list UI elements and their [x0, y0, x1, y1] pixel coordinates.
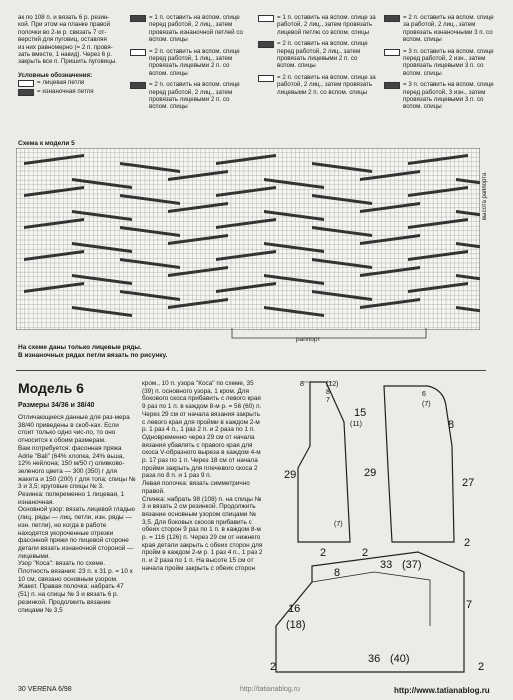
body-paragraph: кром., 10 п. узора "Коса" по схеме, 35 (39) п. основного узора, 1 кром. Для бокового скоса прибавить с левого края 9 раз по 1 п. в каждом 8-м р. = 56 (60) п. Через 29 см от начала вязания закрыть с левого края для пройми в каждом 2-м р. 1 раз 4 п., 1 раз 2 п. и 2 раза по 1 п. Одновременно через 29 см от начала вязания убавлять с правого края для скоса V-образного выреза в каждом 4-м р. 17 раз по 1 п. Через 18 см от начала пройми закрыть для плечевого скоса 2 раза по 8 п. и 1 раз 9 п.	[142, 380, 262, 480]
legend-list	[18, 79, 122, 96]
legend-title: Условные обозначения:	[18, 71, 93, 79]
dim-label: 8	[334, 567, 341, 579]
dim-label: 7	[326, 397, 330, 404]
body-paragraph: Узор "Коса": вязать по схеме.	[18, 560, 106, 568]
dim-label: 27	[462, 477, 475, 489]
legend-row	[258, 40, 378, 70]
body-paragraph: Резинка: попеременно 1 лицевая, 1 изнаночная.	[18, 491, 125, 506]
intro-line: зать вместе, 1 накид). Через 6 р.	[18, 51, 113, 59]
legend-row	[130, 81, 250, 111]
legend-text: = 1 п. оставить на вспом. спице за работой, 2 лиц., затем провязать лицевой петлю со вспом. спицы	[277, 14, 376, 36]
stitch-symbol-icon	[18, 89, 34, 96]
dim-label: 2	[270, 661, 277, 673]
stitch-symbol-icon	[130, 15, 146, 22]
stitch-symbol-icon	[258, 15, 274, 22]
legend-row	[130, 48, 250, 78]
instruction-column-4	[384, 14, 496, 115]
chart-note	[18, 344, 167, 360]
schema-title: Схема к модели 5	[18, 140, 75, 147]
dim-label: (7)	[422, 401, 431, 408]
intro-text	[18, 14, 122, 66]
rapport-bracket	[230, 328, 430, 346]
legend-text: = 2 п. оставить на вспом. спице за работой, 2 лиц., затем провязать лицевыми 2 п. со вспом. спицы	[277, 73, 376, 96]
legend-text: = 1 п. оставить на вспом. спице перед работой, 2 лиц., затем провязать изнаночной петлей со вспом. спицы	[149, 14, 243, 44]
instruction-column-1	[18, 14, 122, 97]
sizes-heading: Размеры 34/36 и 38/40	[18, 402, 95, 409]
legend-row	[18, 88, 122, 96]
dim-label: 6	[422, 391, 426, 398]
dim-label: (18)	[286, 619, 306, 631]
legend-text: = 3 п. оставить на вспом. спице перед работой, 3 изн., затем провязать лицевыми 3 п. со вспом. спицы	[403, 81, 494, 111]
knitting-chart	[16, 148, 480, 330]
dim-label: 16	[288, 603, 301, 615]
legend-text: = 2 п. оставить на вспом. спице перед работой, 1 лиц., затем провязать лицевыми 2 п. со вспом. спицы	[149, 47, 240, 77]
dim-label: 2	[464, 537, 471, 549]
dim-label: (37)	[402, 559, 422, 571]
dim-label: 29	[284, 469, 297, 481]
stitch-symbol-icon	[384, 49, 400, 56]
instruction-column-2	[130, 14, 250, 115]
dim-label: 8	[326, 389, 330, 396]
rapport-label: раппорт	[296, 336, 321, 343]
model-instructions-column-1	[18, 414, 136, 614]
body-paragraph: Левая полочка: вязать симметрично правой.	[142, 480, 250, 495]
instruction-column-3	[258, 14, 378, 100]
legend-row	[384, 81, 496, 111]
stitch-symbol-icon	[258, 41, 274, 48]
legend-text: = 3 п. оставить на вспом. спице перед работой, 2 изн., затем провязать лицевыми 3 п. со вспом. спицы	[403, 47, 494, 77]
model-title: Модель 6	[18, 380, 84, 396]
site-url: http://www.tatianablog.ru	[394, 686, 490, 695]
legend-text: = лицевая петля	[37, 79, 85, 87]
note-line: На схеме даны только лицевые ряды.	[18, 344, 142, 351]
section-divider	[16, 370, 486, 371]
dim-label: 2	[478, 661, 485, 673]
stitch-symbol-icon	[18, 80, 34, 87]
model-instructions-column-2	[142, 380, 264, 573]
legend-row	[258, 14, 378, 36]
legend-text: = изнаночная петля	[37, 88, 94, 96]
dim-label: 15	[354, 407, 367, 419]
intro-line: полочки во 2-м р. связать 7 от-	[18, 28, 107, 36]
legend-row	[18, 79, 122, 87]
legend-text: = 2 п. оставить на вспом. спице за работой, 2 лиц., затем провязать изнаночными 3 п. со вспом. спицы	[403, 14, 494, 44]
dim-label: 7	[466, 599, 473, 611]
legend-text: = 2 п. оставить на вспом. спице перед работой, 2 лиц., затем провязать лицевыми 2 п. со вспом. спицы	[149, 81, 240, 111]
body-paragraph: Основной узор: вязать лицевой гладью (лиц. ряды — лиц. петли, изн. ряды — изн. петли), но когда в работе находятся укороченные отрезки фасонной пряжи по лицевой стороне детали вязать изнаночной стороной — лицевыми.	[18, 506, 135, 560]
stitch-symbol-icon	[384, 82, 400, 89]
body-paragraph: Вам потребуется: фасонная пряжа Adrie "Bali" (64% хлопка, 24% вьша, 12% нейлона; 150 м/50 г) оливково-зеленого цвета — 300 (350) г для жакета и 150 (200) г для топа; спицы № 3 и 3,5; круговые спицы № 3.	[18, 444, 136, 491]
dim-label: 29	[364, 467, 377, 479]
dim-label: 36	[368, 653, 381, 665]
stitch-symbol-icon	[130, 82, 146, 89]
dim-label: 2	[320, 547, 327, 559]
watermark: http://tatianablog.ru	[240, 686, 300, 693]
legend-text: = 2 п. оставить на вспом. спице перед работой, 2 лиц., затем провязать лицевыми 2 п. со вспом. спицы	[277, 40, 368, 70]
intro-line: ак по 108 п. и вязать 6 р. резин-	[18, 14, 110, 21]
dim-label: 33	[380, 559, 393, 571]
stitch-symbol-icon	[258, 75, 274, 82]
dim-label: (7)	[334, 521, 343, 528]
body-paragraph: Отличающиеся данные для раз-мера 38/40 приведены в скоб-ках. Если стоит только одно чис-ло, то оно относится к обоим размерам.	[18, 414, 130, 445]
dim-label: (40)	[390, 653, 410, 665]
dim-label: (11)	[350, 421, 362, 428]
legend-row	[384, 48, 496, 78]
note-line: В изнаночных рядах петли вязать по рисунку.	[18, 352, 168, 359]
stitch-symbol-icon	[384, 15, 400, 22]
dim-label: 8	[300, 381, 304, 388]
intro-line: закрыть все п. Пришить пуговицы.	[18, 58, 117, 66]
intro-line: верстий для пуговиц, оставляя	[18, 36, 107, 44]
repeat-height-label: высота раппорта	[482, 172, 488, 220]
dim-label: 8	[448, 419, 455, 431]
legend-row	[384, 14, 496, 44]
dim-label: (12)	[326, 381, 339, 388]
page-footer: 30 VERENA 6/98	[18, 686, 72, 693]
legend-row	[258, 74, 378, 96]
body-paragraph: Плотность вязания: 23 п. x 31 р. = 10 x 10 см, связано основным узором.	[18, 568, 133, 583]
legend-row	[130, 14, 250, 44]
intro-line: кой. При этом на планке правой	[18, 21, 111, 29]
body-paragraph: Жакет. Правая полочка: набрать 47 (51) п. на спицы № 3 и вязать 6 р. резинкой. Продолжить вязание спицами № 3,5	[18, 583, 124, 614]
pattern-diagram	[268, 376, 496, 692]
body-paragraph: Спинка: набрать 98 (108) п. на спицы № 3 и вязать 2 см резинкой. Продолжить вязание основным узором спицами № 3,5. Для боковых скосов прибавить с обеих сторон 9 раз по 1 п. в каждом 8-м р. = 116 (126) п. Через 29 см от нижнего края детали закрыть с обеих сторон для пройм в каждом 2-м р. 1 раз 4 п., 1 раз 2 п. и 2 раза по 1 п. На высоте 15 см от начала пройм закрыть с обеих сторон	[142, 495, 263, 572]
intro-line: из них равномерно (= 2 п. провя-	[18, 43, 113, 51]
stitch-symbol-icon	[130, 49, 146, 56]
dim-label: 2	[362, 547, 369, 559]
